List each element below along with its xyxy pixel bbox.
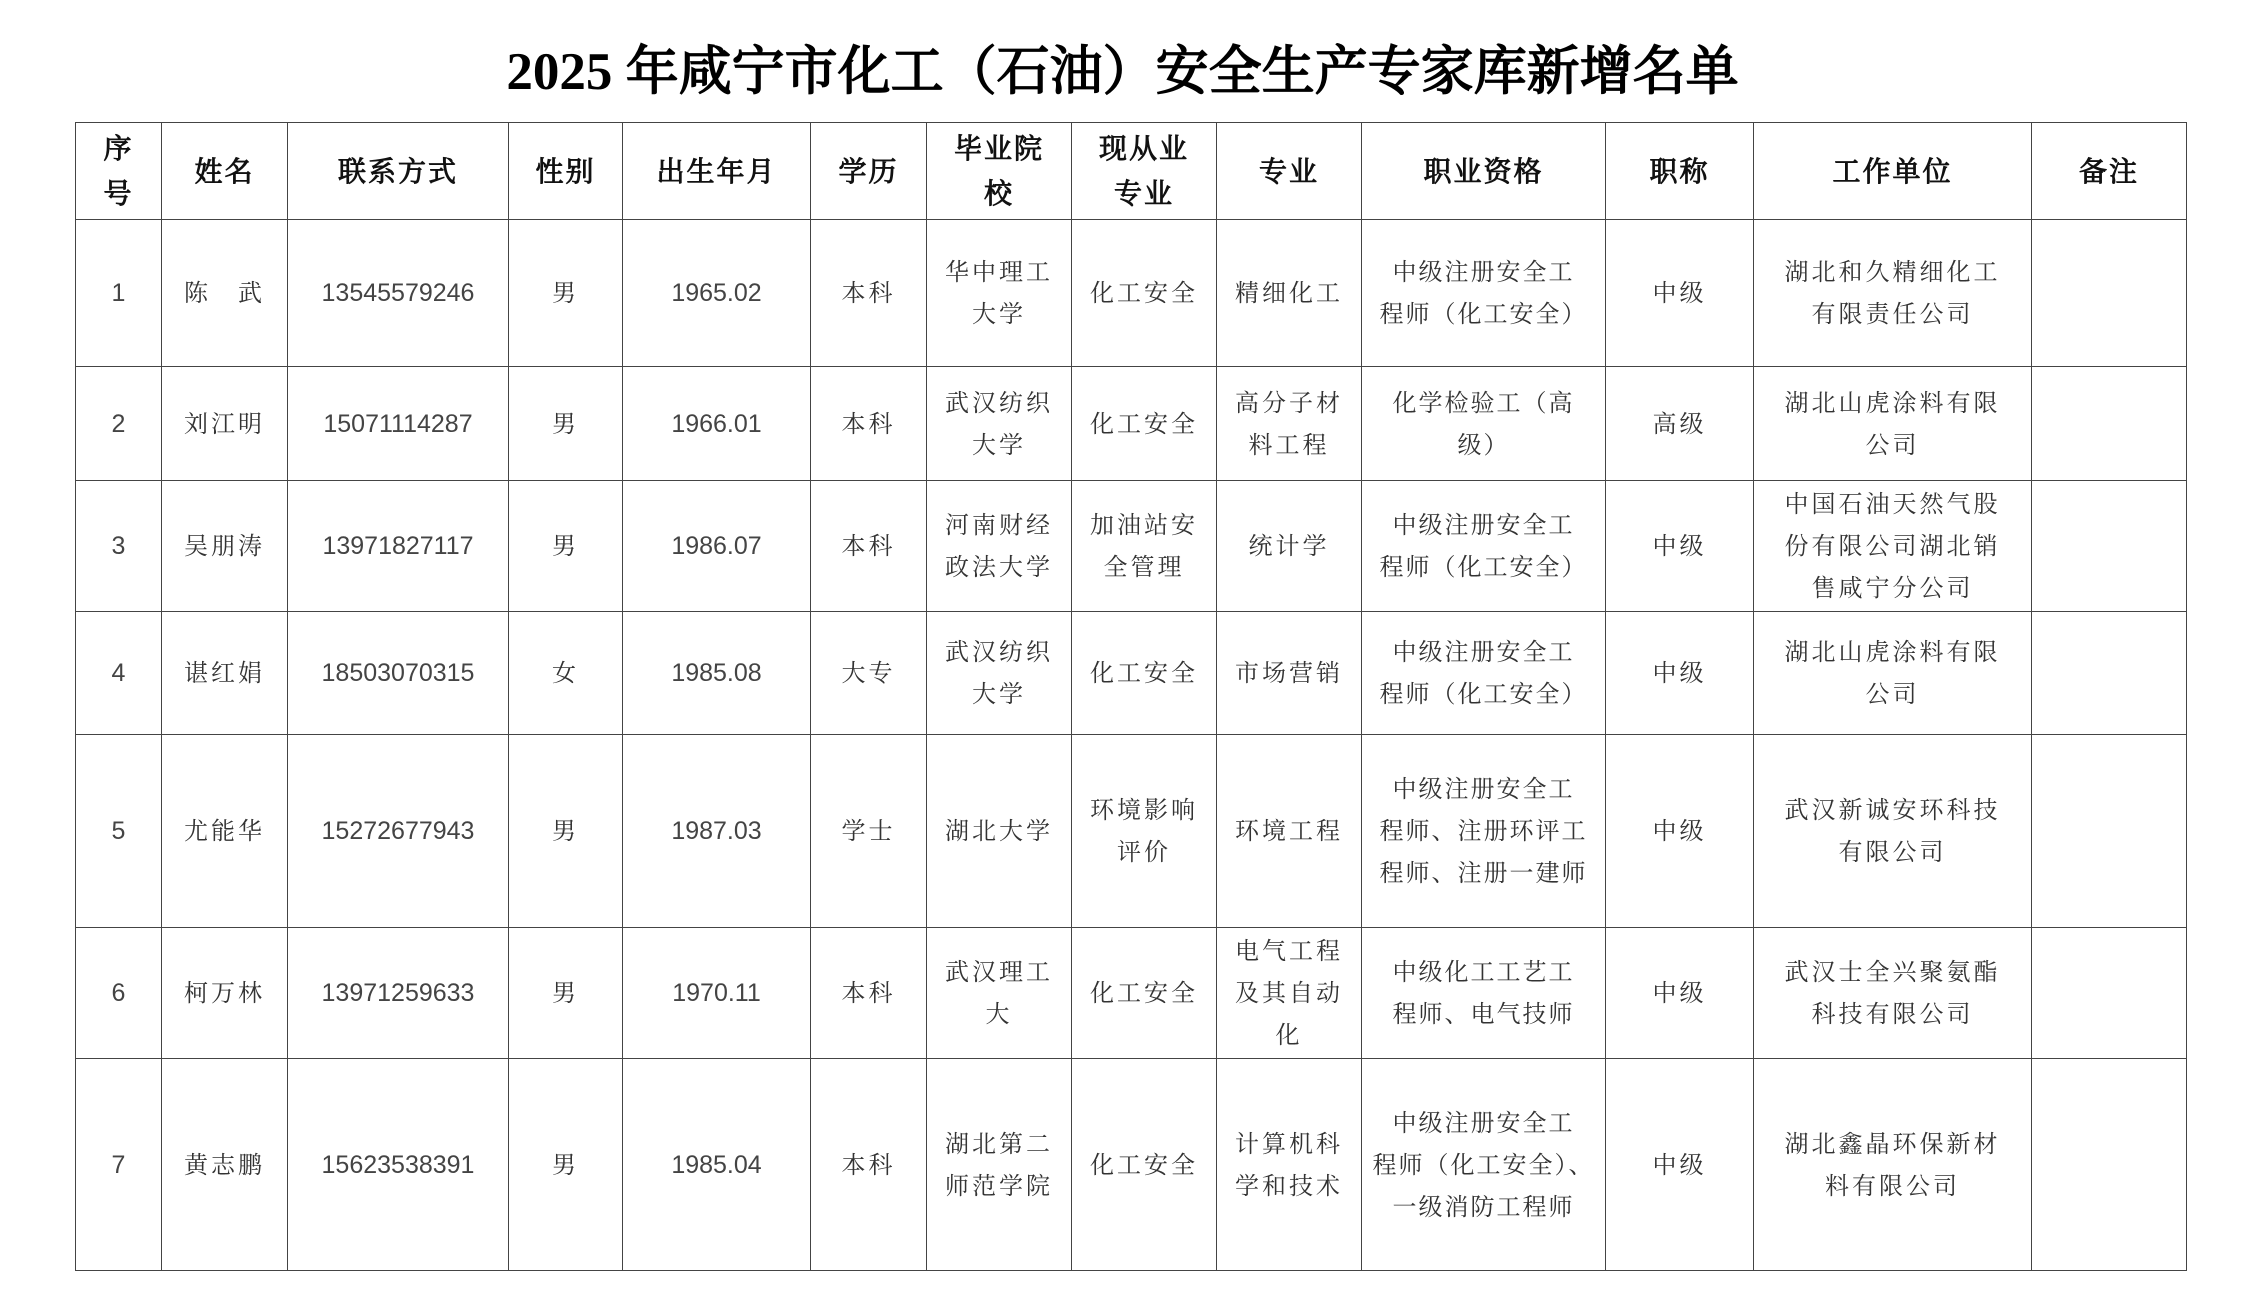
cell-no: 6: [76, 928, 162, 1059]
table-row: [76, 481, 2187, 612]
cell-school: 武汉纺织 大学: [927, 612, 1072, 735]
cell-major: 精细化工: [1217, 220, 1362, 367]
cell-name: 尤能华: [162, 735, 288, 928]
table-row: [76, 612, 2187, 735]
cell-rank: 中级: [1606, 612, 1754, 735]
table-row: [76, 220, 2187, 367]
cell-employer: 中国石油天然气股 份有限公司湖北销 售咸宁分公司: [1754, 481, 2032, 612]
cell-major: 计算机科 学和技术: [1217, 1059, 1362, 1271]
header-phone: 联系方式: [288, 123, 509, 220]
cell-birth: 1966.01: [623, 367, 811, 481]
cell-current-field: 化工安全: [1072, 928, 1217, 1059]
cell-remark: [2032, 735, 2187, 928]
cell-major: 电气工程 及其自动 化: [1217, 928, 1362, 1059]
cell-name: 吴朋涛: [162, 481, 288, 612]
header-rank: 职称: [1606, 123, 1754, 220]
cell-phone: 13545579246: [288, 220, 509, 367]
cell-employer: 湖北和久精细化工 有限责任公司: [1754, 220, 2032, 367]
cell-name: 黄志鹏: [162, 1059, 288, 1271]
cell-no: 7: [76, 1059, 162, 1271]
cell-qualification: 中级注册安全工 程师、注册环评工 程师、注册一建师: [1362, 735, 1606, 928]
cell-education: 本科: [811, 367, 927, 481]
cell-name: 谌红娟: [162, 612, 288, 735]
cell-major: 环境工程: [1217, 735, 1362, 928]
cell-gender: 女: [509, 612, 623, 735]
header-no: 序号: [76, 123, 162, 220]
header-birth: 出生年月: [623, 123, 811, 220]
cell-phone: 15071114287: [288, 367, 509, 481]
cell-remark: [2032, 367, 2187, 481]
header-remark: 备注: [2032, 123, 2187, 220]
cell-gender: 男: [509, 1059, 623, 1271]
cell-gender: 男: [509, 481, 623, 612]
cell-rank: 中级: [1606, 1059, 1754, 1271]
cell-employer: 武汉士全兴聚氨酯 科技有限公司: [1754, 928, 2032, 1059]
cell-education: 大专: [811, 612, 927, 735]
cell-qualification: 中级注册安全工 程师（化工安全）: [1362, 612, 1606, 735]
cell-gender: 男: [509, 367, 623, 481]
cell-current-field: 环境影响 评价: [1072, 735, 1217, 928]
cell-remark: [2032, 220, 2187, 367]
header-school: 毕业院校: [927, 123, 1072, 220]
cell-no: 2: [76, 367, 162, 481]
cell-education: 学士: [811, 735, 927, 928]
cell-birth: 1985.08: [623, 612, 811, 735]
cell-qualification: 中级注册安全工 程师（化工安全）、 一级消防工程师: [1362, 1059, 1606, 1271]
cell-birth: 1986.07: [623, 481, 811, 612]
header-education: 学历: [811, 123, 927, 220]
cell-current-field: 化工安全: [1072, 612, 1217, 735]
page-title: 2025 年咸宁市化工（石油）安全生产专家库新增名单: [506, 43, 1739, 101]
header-name: 姓名: [162, 123, 288, 220]
cell-employer: 湖北山虎涂料有限 公司: [1754, 612, 2032, 735]
table-row: [76, 928, 2187, 1059]
cell-school: 湖北第二 师范学院: [927, 1059, 1072, 1271]
cell-current-field: 化工安全: [1072, 1059, 1217, 1271]
cell-phone: 13971259633: [288, 928, 509, 1059]
cell-employer: 武汉新诚安环科技 有限公司: [1754, 735, 2032, 928]
cell-name: 陈 武: [162, 220, 288, 367]
cell-school: 河南财经 政法大学: [927, 481, 1072, 612]
cell-education: 本科: [811, 220, 927, 367]
cell-rank: 中级: [1606, 735, 1754, 928]
cell-gender: 男: [509, 928, 623, 1059]
table-row: [76, 367, 2187, 481]
cell-school: 武汉理工 大: [927, 928, 1072, 1059]
cell-gender: 男: [509, 735, 623, 928]
cell-no: 4: [76, 612, 162, 735]
cell-employer: 湖北山虎涂料有限 公司: [1754, 367, 2032, 481]
cell-birth: 1970.11: [623, 928, 811, 1059]
cell-current-field: 化工安全: [1072, 220, 1217, 367]
cell-phone: 18503070315: [288, 612, 509, 735]
header-row: [76, 123, 2187, 220]
cell-qualification: 中级注册安全工 程师（化工安全）: [1362, 220, 1606, 367]
cell-no: 3: [76, 481, 162, 612]
cell-major: 高分子材 料工程: [1217, 367, 1362, 481]
table-row: [76, 735, 2187, 928]
header-employer: 工作单位: [1754, 123, 2032, 220]
cell-birth: 1965.02: [623, 220, 811, 367]
cell-no: 1: [76, 220, 162, 367]
cell-rank: 中级: [1606, 481, 1754, 612]
cell-current-field: 化工安全: [1072, 367, 1217, 481]
cell-phone: 15623538391: [288, 1059, 509, 1271]
cell-major: 统计学: [1217, 481, 1362, 612]
cell-qualification: 化学检验工（高 级）: [1362, 367, 1606, 481]
cell-rank: 中级: [1606, 220, 1754, 367]
cell-name: 刘江明: [162, 367, 288, 481]
cell-current-field: 加油站安 全管理: [1072, 481, 1217, 612]
cell-remark: [2032, 481, 2187, 612]
cell-remark: [2032, 928, 2187, 1059]
cell-qualification: 中级注册安全工 程师（化工安全）: [1362, 481, 1606, 612]
cell-remark: [2032, 612, 2187, 735]
cell-birth: 1987.03: [623, 735, 811, 928]
cell-no: 5: [76, 735, 162, 928]
cell-phone: 15272677943: [288, 735, 509, 928]
header-current-field: 现从业专业: [1072, 123, 1217, 220]
cell-birth: 1985.04: [623, 1059, 811, 1271]
cell-school: 武汉纺织 大学: [927, 367, 1072, 481]
cell-name: 柯万林: [162, 928, 288, 1059]
cell-rank: 中级: [1606, 928, 1754, 1059]
header-qualification: 职业资格: [1362, 123, 1606, 220]
cell-gender: 男: [509, 220, 623, 367]
header-major: 专业: [1217, 123, 1362, 220]
table-row: [76, 1059, 2187, 1271]
cell-education: 本科: [811, 928, 927, 1059]
expert-table: [75, 122, 2187, 1271]
header-gender: 性别: [509, 123, 623, 220]
cell-qualification: 中级化工工艺工 程师、电气技师: [1362, 928, 1606, 1059]
cell-phone: 13971827117: [288, 481, 509, 612]
cell-education: 本科: [811, 1059, 927, 1271]
cell-school: 湖北大学: [927, 735, 1072, 928]
cell-employer: 湖北鑫晶环保新材 料有限公司: [1754, 1059, 2032, 1271]
cell-school: 华中理工 大学: [927, 220, 1072, 367]
cell-remark: [2032, 1059, 2187, 1271]
cell-rank: 高级: [1606, 367, 1754, 481]
cell-education: 本科: [811, 481, 927, 612]
cell-major: 市场营销: [1217, 612, 1362, 735]
